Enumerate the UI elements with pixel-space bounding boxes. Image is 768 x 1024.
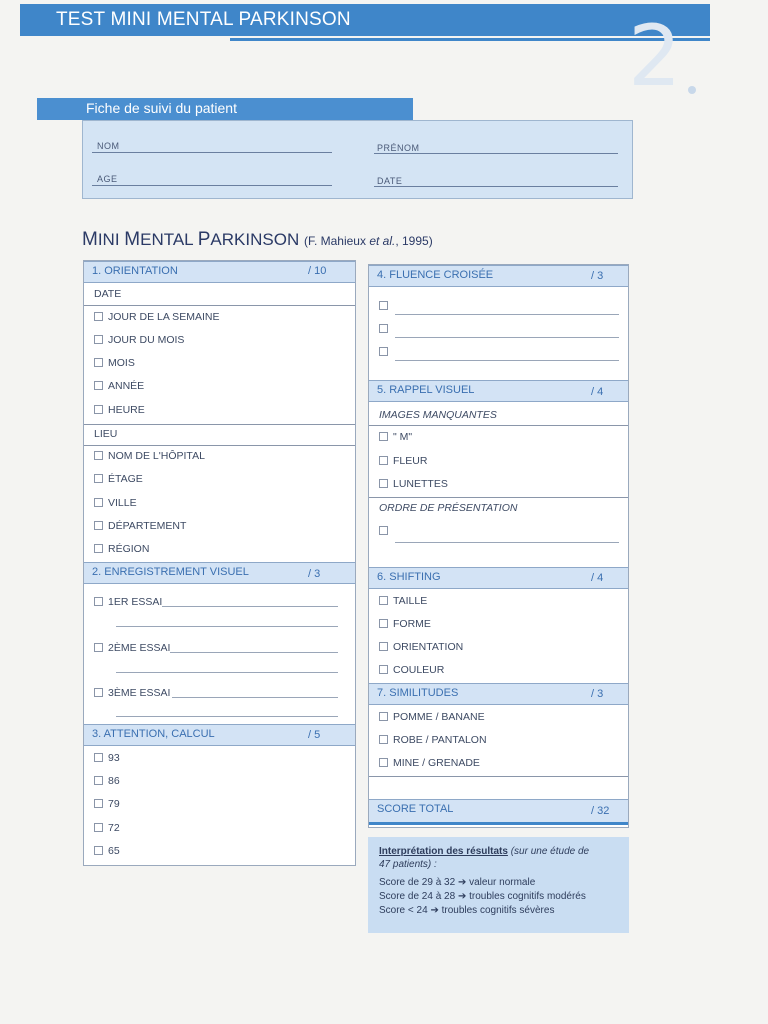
nom-label: NOM: [97, 141, 120, 151]
checkbox[interactable]: [94, 312, 103, 321]
checkbox[interactable]: [379, 456, 388, 465]
orientation-lieu-label: LIEU: [94, 428, 118, 440]
checkbox[interactable]: [94, 521, 103, 530]
divider: [84, 445, 355, 446]
arrow-right-icon: ➔: [457, 877, 467, 888]
checkbox[interactable]: [94, 823, 103, 832]
score-total-title: SCORE TOTAL: [377, 803, 454, 815]
checkbox[interactable]: [379, 479, 388, 488]
similitudes-max: / 3: [591, 688, 604, 700]
checkbox-label: 1ER ESSAI: [108, 596, 163, 608]
checkbox[interactable]: [94, 381, 103, 390]
attention-title: 3. ATTENTION, CALCUL: [92, 728, 215, 740]
checkbox-label: LUNETTES: [393, 478, 448, 490]
checkbox-label: 86: [108, 775, 120, 787]
divider: [84, 424, 355, 425]
page-title: TEST MINI MENTAL PARKINSON: [56, 9, 351, 30]
arrow-right-icon: ➔: [457, 891, 467, 902]
answer-line[interactable]: [395, 542, 619, 543]
checkbox[interactable]: [379, 347, 388, 356]
images-manquantes-label: IMAGES MANQUANTES: [379, 409, 497, 421]
fluence-title: 4. FLUENCE CROISÉE: [377, 269, 494, 281]
nom-field[interactable]: [92, 152, 332, 153]
checkbox-label: NOM DE L'HÔPITAL: [108, 450, 205, 462]
rappel-max: / 4: [591, 386, 604, 398]
checkbox-label: RÉGION: [108, 543, 150, 555]
answer-line[interactable]: [116, 672, 338, 673]
checkbox-label: 93: [108, 752, 120, 764]
checkbox-label: POMME / BANANE: [393, 711, 485, 723]
checkbox-label: ANNÉE: [108, 380, 145, 392]
checkbox-label: 2ÈME ESSAI: [108, 642, 171, 654]
checkbox-label: ORIENTATION: [393, 641, 464, 653]
checkbox[interactable]: [379, 619, 388, 628]
date-field[interactable]: [374, 186, 618, 187]
patient-card: [82, 120, 633, 199]
divider: [369, 497, 628, 498]
fluence-max: / 3: [591, 270, 604, 282]
checkbox[interactable]: [379, 735, 388, 744]
arrow-right-icon: ➔: [430, 905, 439, 916]
divider: [369, 425, 628, 426]
checkbox[interactable]: [94, 498, 103, 507]
checkbox-label: JOUR DU MOIS: [108, 334, 185, 346]
checkbox[interactable]: [379, 758, 388, 767]
checkbox[interactable]: [94, 776, 103, 785]
checkbox[interactable]: [379, 301, 388, 310]
checkbox[interactable]: [94, 405, 103, 414]
answer-line[interactable]: [172, 697, 338, 698]
checkbox[interactable]: [94, 643, 103, 652]
shifting-title: 6. SHIFTING: [377, 571, 441, 583]
score-total-max: / 32: [591, 805, 610, 817]
answer-line[interactable]: [162, 606, 338, 607]
interpretation-subtitle: 47 patients) :: [379, 859, 437, 870]
prenom-field[interactable]: [374, 153, 618, 154]
interpretation-line: Score < 24 ➔ troubles cognitifs sévères: [379, 905, 555, 916]
orientation-max: / 10: [308, 265, 327, 277]
checkbox-label: HEURE: [108, 404, 145, 416]
orientation-title: 1. ORIENTATION: [92, 265, 178, 277]
interpretation-line: Score de 24 à 28 ➔ troubles cognitifs modérés: [379, 891, 586, 902]
checkbox[interactable]: [94, 753, 103, 762]
enregistrement-max: / 3: [308, 568, 321, 580]
left-panel: [83, 260, 356, 866]
decorative-dot: [688, 86, 696, 94]
checkbox-label: MINE / GRENADE: [393, 757, 480, 769]
checkbox[interactable]: [94, 451, 103, 460]
checkbox[interactable]: [94, 799, 103, 808]
attention-max: / 5: [308, 729, 321, 741]
checkbox-label: JOUR DE LA SEMAINE: [108, 311, 220, 323]
checkbox-label: TAILLE: [393, 595, 428, 607]
divider: [369, 776, 628, 777]
checkbox[interactable]: [94, 474, 103, 483]
checkbox[interactable]: [379, 665, 388, 674]
checkbox[interactable]: [94, 335, 103, 344]
checkbox-label: 79: [108, 798, 120, 810]
checkbox-label: FORME: [393, 618, 431, 630]
age-field[interactable]: [92, 185, 332, 186]
checkbox-label: 3ÈME ESSAI: [108, 687, 171, 699]
age-label: AGE: [97, 174, 118, 184]
checkbox[interactable]: [379, 432, 388, 441]
checkbox-label: ROBE / PANTALON: [393, 734, 487, 746]
checkbox-label: FLEUR: [393, 455, 428, 467]
interpretation-line: Score de 29 à 32 ➔ valeur normale: [379, 877, 536, 888]
answer-line[interactable]: [395, 314, 619, 315]
answer-line[interactable]: [116, 626, 338, 627]
patient-card-title: Fiche de suivi du patient: [86, 100, 237, 116]
page-number: 2: [628, 7, 682, 105]
checkbox[interactable]: [379, 526, 388, 535]
checkbox[interactable]: [94, 544, 103, 553]
right-panel: [368, 264, 629, 828]
checkbox-label: DÉPARTEMENT: [108, 520, 187, 532]
ordre-presentation-label: ORDRE DE PRÉSENTATION: [379, 502, 518, 514]
answer-line[interactable]: [170, 652, 338, 653]
checkbox[interactable]: [94, 358, 103, 367]
checkbox[interactable]: [94, 846, 103, 855]
orientation-date-label: DATE: [94, 288, 122, 300]
checkbox-label: MOIS: [108, 357, 135, 369]
checkbox-label: 65: [108, 845, 120, 857]
date-label: DATE: [377, 176, 403, 186]
enregistrement-title: 2. ENREGISTREMENT VISUEL: [92, 566, 249, 578]
checkbox-label: VILLE: [108, 497, 137, 509]
prenom-label: PRÉNOM: [377, 143, 420, 153]
checkbox-label: 72: [108, 822, 120, 834]
citation: (F. Mahieux et al., 1995): [303, 234, 433, 248]
checkbox-label: " M": [393, 431, 413, 443]
checkbox[interactable]: [379, 712, 388, 721]
answer-line[interactable]: [395, 360, 619, 361]
checkbox[interactable]: [379, 642, 388, 651]
checkbox-label: ÉTAGE: [108, 473, 143, 485]
checkbox[interactable]: [379, 324, 388, 333]
checkbox-label: COULEUR: [393, 664, 445, 676]
similitudes-title: 7. SIMILITUDES: [377, 687, 459, 699]
rappel-title: 5. RAPPEL VISUEL: [377, 384, 475, 396]
interpretation-title: Interprétation des résultats (sur une étude de: [379, 846, 590, 857]
test-title: MINI MENTAL PARKINSON (F. Mahieux et al., 1995): [82, 229, 433, 250]
checkbox[interactable]: [94, 688, 103, 697]
checkbox[interactable]: [94, 597, 103, 606]
answer-line[interactable]: [116, 716, 338, 717]
answer-line[interactable]: [395, 337, 619, 338]
checkbox[interactable]: [379, 596, 388, 605]
shifting-max: / 4: [591, 572, 604, 584]
divider: [84, 305, 355, 306]
